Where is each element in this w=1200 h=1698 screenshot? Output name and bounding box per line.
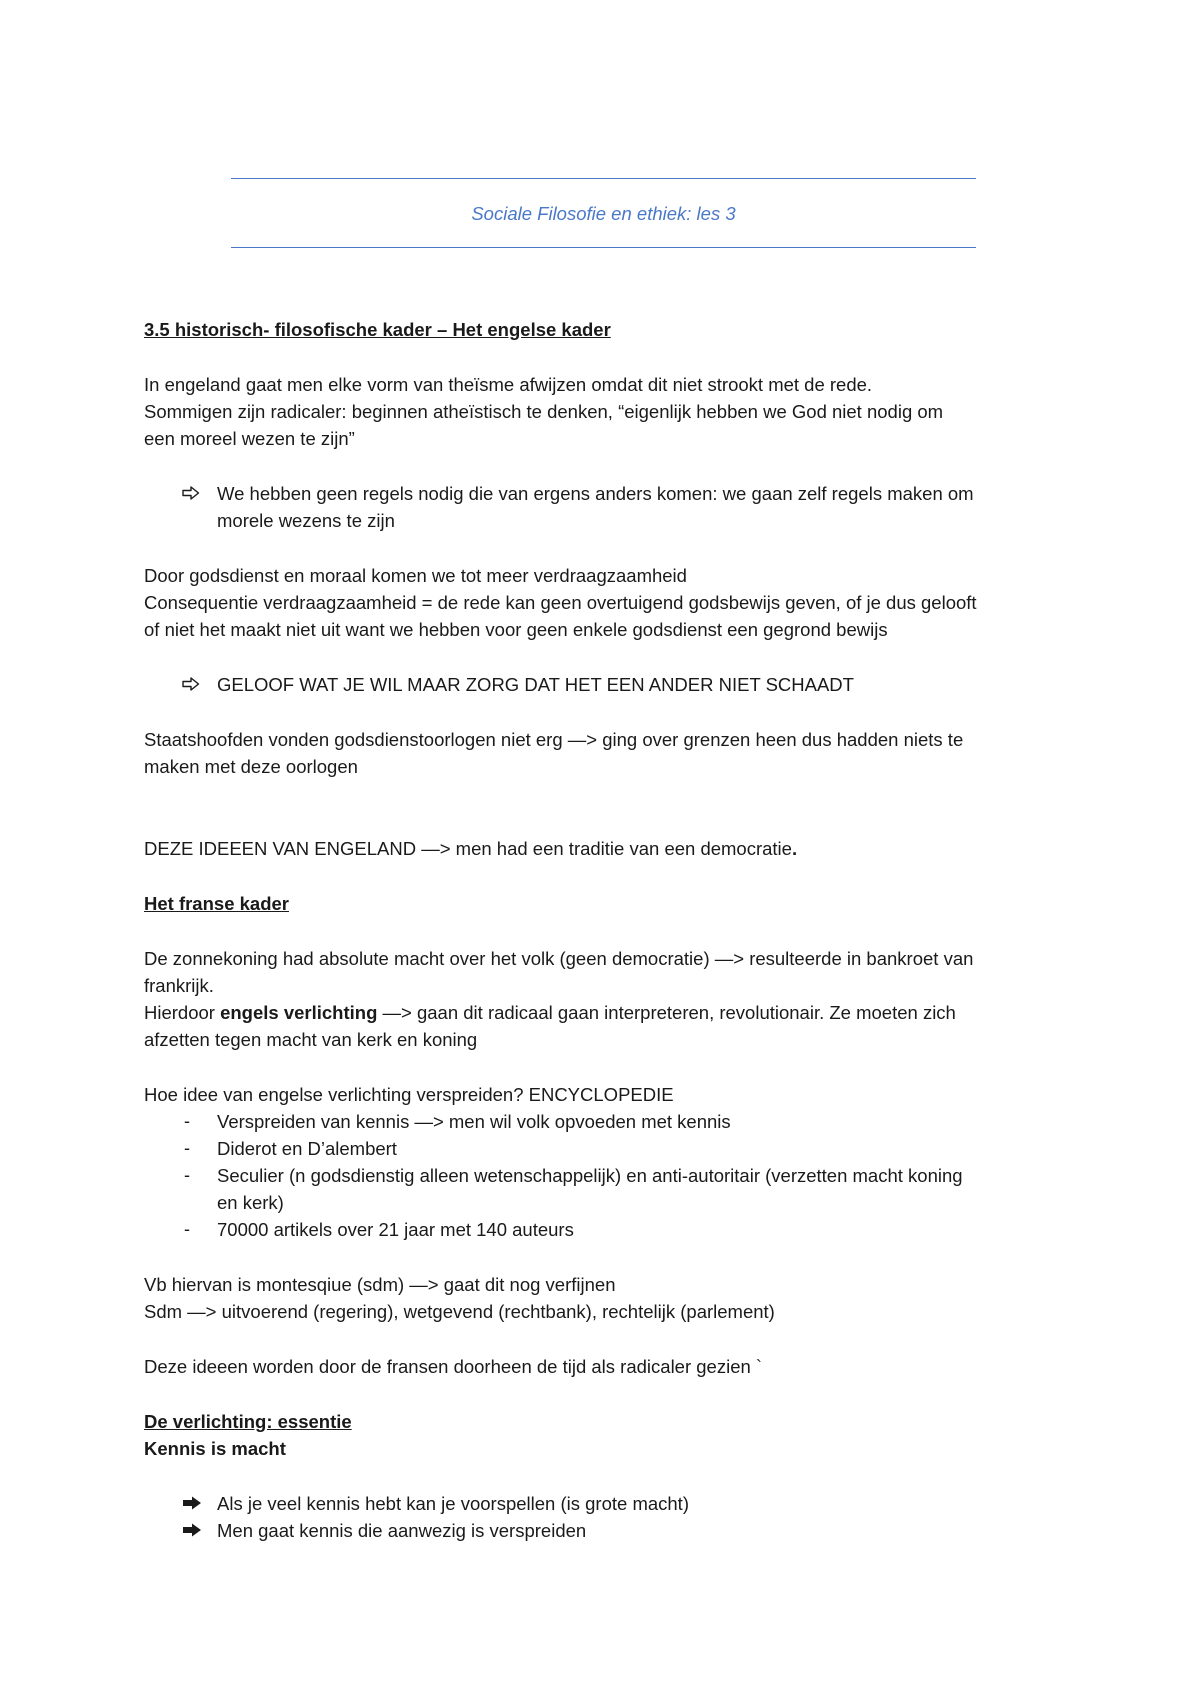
bullet-dash: - <box>184 1138 190 1158</box>
arrow-point-line: Als je veel kennis hebt kan je voorspellen (is grote macht) <box>217 1493 689 1514</box>
arrow-point-line: We hebben geen regels nodig die van ergens anders komen: we gaan zelf regels maken om <box>217 483 974 504</box>
solid-arrow-icon <box>182 1490 202 1510</box>
title-top-rule <box>231 178 976 179</box>
paragraph-text: Hierdoor <box>144 1002 221 1023</box>
paragraph-text: DEZE IDEEEN VAN ENGELAND —> men had een traditie van een democratie <box>144 838 792 859</box>
paragraph-line: afzetten tegen macht van kerk en koning <box>144 1029 478 1050</box>
paragraph-line: Door godsdienst en moraal komen we tot meer verdraagzaamheid <box>144 565 687 586</box>
paragraph-line: De zonnekoning had absolute macht over het volk (geen democratie) —> resulteerde in bankroet van <box>144 948 974 969</box>
paragraph-line: Vb hiervan is montesqiue (sdm) —> gaat dit nog verfijnen <box>144 1274 616 1295</box>
paragraph-line: Sdm —> uitvoerend (regering), wetgevend (rechtbank), rechtelijk (parlement) <box>144 1301 775 1322</box>
document-title: Sociale Filosofie en ethiek: les 3 <box>471 203 736 224</box>
section-heading-engelse-kader: 3.5 historisch- filosofische kader – Het engelse kader <box>144 319 611 340</box>
paragraph-line: een moreel wezen te zijn” <box>144 428 355 449</box>
subheading-kennis-is-macht: Kennis is macht <box>144 1438 286 1459</box>
section-heading-verlichting: De verlichting: essentie <box>144 1411 352 1432</box>
bullet-dash: - <box>184 1111 190 1131</box>
title-bottom-rule <box>231 247 976 248</box>
list-item: Verspreiden van kennis —> men wil volk opvoeden met kennis <box>217 1111 731 1132</box>
paragraph-line: Staatshoofden vonden godsdienstoorlogen niet erg —> ging over grenzen heen dus hadden niets te <box>144 729 964 750</box>
solid-arrow-icon <box>182 1517 202 1537</box>
hollow-arrow-icon <box>182 480 200 500</box>
paragraph-text: —> gaan dit radicaal gaan interpreteren, revolutionair. Ze moeten zich <box>377 1002 956 1023</box>
bold-term: engels verlichting <box>220 1002 378 1023</box>
arrow-point-line: GELOOF WAT JE WIL MAAR ZORG DAT HET EEN ANDER NIET SCHAADT <box>217 674 854 695</box>
paragraph-line: Consequentie verdraagzaamheid = de rede kan geen overtuigend godsbewijs geven, of je dus gelooft <box>144 592 977 613</box>
paragraph-period: . <box>791 838 798 859</box>
paragraph-line: In engeland gaat men elke vorm van theïsme afwijzen omdat dit niet strookt met de rede. <box>144 374 873 395</box>
paragraph-line <box>144 835 797 862</box>
list-item: Seculier (n godsdienstig alleen wetenschappelijk) en anti-autoritair (verzetten macht koning <box>217 1165 963 1186</box>
bullet-dash: - <box>184 1165 190 1185</box>
arrow-point-line: morele wezens te zijn <box>217 510 395 531</box>
hollow-arrow-icon <box>182 671 200 691</box>
arrow-point-line: Men gaat kennis die aanwezig is verspreiden <box>217 1520 587 1541</box>
paragraph-line: frankrijk. <box>144 975 214 996</box>
list-item: Diderot en D’alembert <box>217 1138 397 1159</box>
paragraph-line <box>144 999 956 1026</box>
list-item: 70000 artikels over 21 jaar met 140 auteurs <box>217 1219 574 1240</box>
paragraph-line: of niet het maakt niet uit want we hebben voor geen enkele godsdienst een gegrond bewijs <box>144 619 888 640</box>
paragraph-line: maken met deze oorlogen <box>144 756 358 777</box>
bullet-dash: - <box>184 1219 190 1239</box>
paragraph-line: Sommigen zijn radicaler: beginnen atheïstisch te denken, “eigenlijk hebben we God niet nodig om <box>144 401 944 422</box>
list-item-continuation: en kerk) <box>217 1192 284 1213</box>
paragraph-line: Hoe idee van engelse verlichting verspreiden? ENCYCLOPEDIE <box>144 1084 674 1105</box>
paragraph-line: Deze ideeen worden door de fransen doorheen de tijd als radicaler gezien ` <box>144 1356 763 1377</box>
section-heading-franse-kader: Het franse kader <box>144 893 289 914</box>
